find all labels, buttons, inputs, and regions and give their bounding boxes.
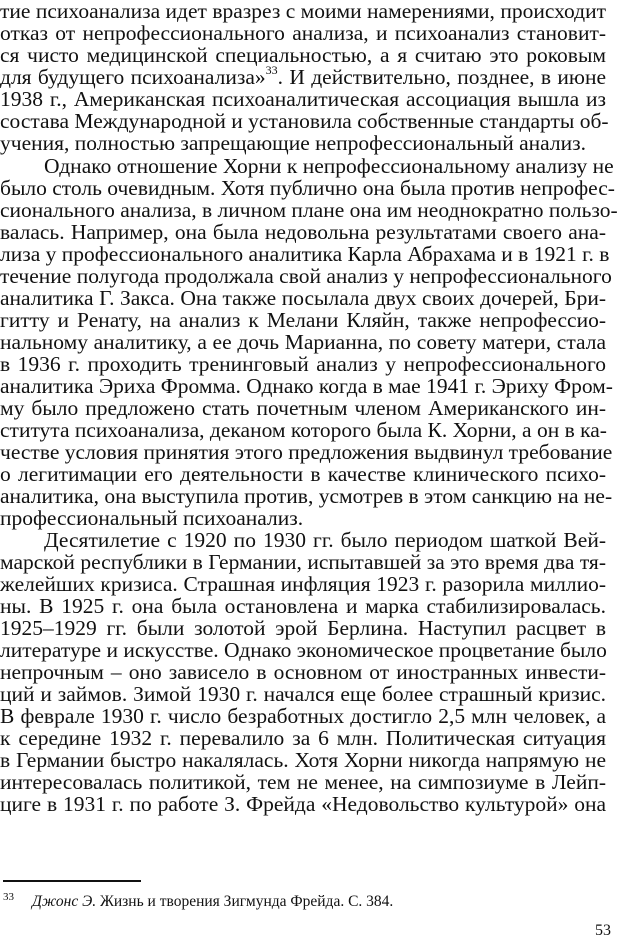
text-line: непрочным – оно зависело в основном от иностранных инвести- [0, 660, 606, 684]
text-line: марской республики в Германии, испытавшей за это время два тя- [0, 550, 606, 574]
text-line: Однако отношение Хорни к непрофессиональному анализу не [44, 154, 614, 178]
text-line: отказ от непрофессионального анализа, и психоанализ становит- [0, 21, 606, 45]
footnote-divider [3, 880, 141, 882]
text-line: в Германии быстро накалялась. Хотя Хорни никогда напрямую не [0, 748, 606, 772]
text-line: к середине 1932 г. перевалило за 6 млн. Политическая ситуация [0, 726, 606, 750]
footnote [3, 893, 393, 912]
page-number: 53 [595, 922, 611, 939]
text-line: ций и займов. Зимой 1930 г. начался еще более страшный кризис. [0, 682, 606, 706]
text-line: ститута психоанализа, деканом которого была К. Хорни, а он в ка- [0, 418, 607, 442]
text-line: лиза у профессионального аналитика Карла Абрахама и в 1921 г. в [0, 242, 610, 266]
text-line: о легитимации его деятельности в качестве клинического психо- [0, 462, 606, 486]
text-line: 1925–1929 гг. были золотой эрой Берлина. Наступил расцвет в [0, 616, 606, 640]
text-line: литературе и искусстве. Однако экономическое процветание было [0, 638, 607, 662]
text-line: учения, полностью запрещающие непрофессиональный анализ. [0, 131, 587, 155]
text-line: течение полугода продолжала свой анализ у непрофессионального [0, 264, 612, 288]
text-line: аналитика Эриха Фромма. Однако когда в мае 1941 г. Эриху Фром- [0, 374, 613, 398]
text-segment: . И действительно, позднее, в июне [277, 65, 607, 89]
text-segment: для будущего психоанализа» [0, 65, 266, 89]
text-line: ны. В 1925 г. она была остановлена и марка стабилизировалась. [0, 594, 606, 618]
footnote-ref: 33 [265, 62, 278, 77]
text-line: циге в 1931 г. по работе З. Фрейда «Недовольство культурой» она [0, 792, 606, 816]
text-line: Десятилетие с 1920 по 1930 гг. было периодом шаткой Вей- [44, 528, 606, 552]
footnote-author: Джонс Э. [32, 893, 97, 910]
text-line: валась. Например, она была недовольна результатами своего ана- [0, 220, 606, 244]
text-line: было столь очевидным. Хотя публично она была против непрофес- [0, 176, 615, 200]
text-line: гитту и Ренату, на анализ к Мелани Кляйн, также непрофессио- [0, 308, 606, 332]
footnote-text: Жизнь и творения Зигмунда Фрейда. С. 384. [96, 893, 394, 910]
text-line [0, 62, 607, 89]
text-line: честве условия принятия этого предложения выдвинул требование [0, 440, 613, 464]
text-line: аналитика, она выступила против, усмотрев в этом санкцию на не- [0, 484, 613, 508]
text-line: му было предложено стать почетным членом Американского ин- [0, 396, 606, 420]
text-line: профессиональный психоанализ. [0, 506, 304, 530]
text-line: ся чисто медицинской специальностью, а я считаю это роковым [0, 43, 606, 67]
text-line: тие психоанализа идет вразрез с моими намерениями, происходит [0, 0, 606, 23]
text-line: 1938 г., Американская психоаналитическая ассоциация вышла из [0, 87, 606, 111]
text-line: В феврале 1930 г. число безработных достигло 2,5 млн человек, а [0, 704, 606, 728]
text-line: аналитика Г. Закса. Она также посылала двух своих дочерей, Бри- [0, 286, 606, 310]
text-line: состава Международной и установила собственные стандарты об- [0, 109, 609, 133]
footnote-number: 33 [3, 891, 14, 903]
text-line: нальному аналитику, а ее дочь Марианна, по совету матери, стала [0, 330, 606, 354]
text-line: в 1936 г. проходить тренинговый анализ у непрофессионального [0, 352, 606, 376]
text-line: сионального анализа, в личном плане она им неоднократно пользо- [0, 198, 618, 222]
text-line: интересовалась политикой, тем не менее, на симпозиуме в Лейп- [0, 770, 606, 794]
text-line: желейших кризиса. Страшная инфляция 1923 г. разорила миллио- [0, 572, 606, 596]
